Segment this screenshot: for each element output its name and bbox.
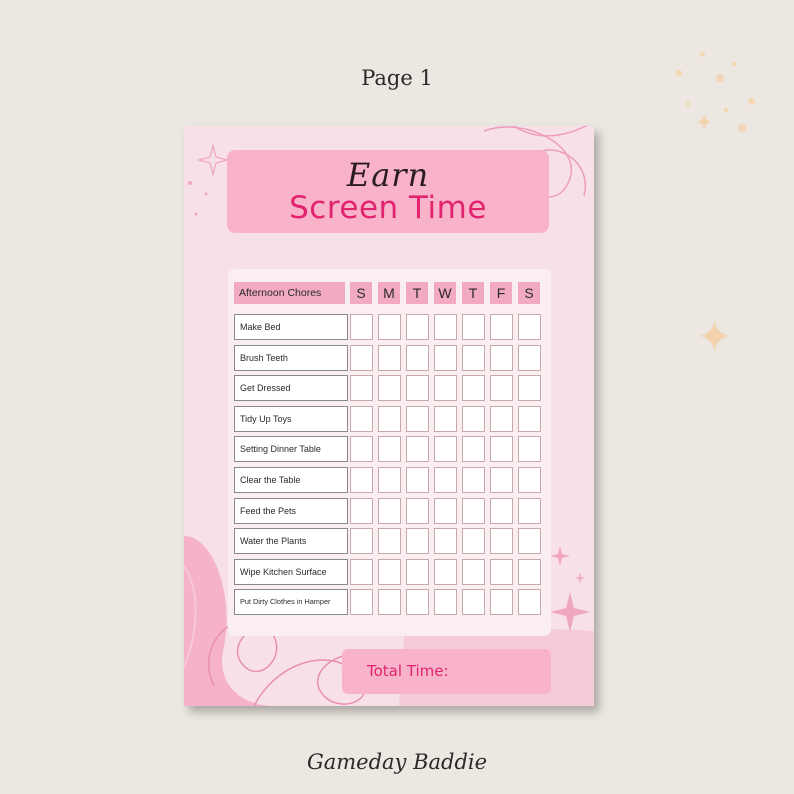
day-header: T bbox=[406, 282, 428, 304]
chore-label: Wipe Kitchen Surface bbox=[234, 559, 348, 585]
chore-row bbox=[234, 406, 548, 432]
checkbox-cell[interactable] bbox=[378, 589, 401, 615]
total-time-label: Total Time: bbox=[367, 662, 449, 680]
chore-row bbox=[234, 375, 548, 401]
checkbox-cell[interactable] bbox=[434, 345, 457, 371]
checkbox-cell[interactable] bbox=[462, 314, 485, 340]
checkbox-cell[interactable] bbox=[490, 467, 513, 493]
chore-label: Tidy Up Toys bbox=[234, 406, 348, 432]
checkbox-cell[interactable] bbox=[490, 345, 513, 371]
checkbox-cell[interactable] bbox=[406, 528, 429, 554]
checkbox-cell[interactable] bbox=[490, 498, 513, 524]
checkbox-cell[interactable] bbox=[406, 498, 429, 524]
chore-row bbox=[234, 314, 548, 340]
checkbox-cell[interactable] bbox=[518, 559, 541, 585]
checkbox-cell[interactable] bbox=[406, 375, 429, 401]
checkbox-cell[interactable] bbox=[490, 406, 513, 432]
checkbox-cell[interactable] bbox=[462, 589, 485, 615]
checkbox-cell[interactable] bbox=[350, 589, 373, 615]
checkbox-cell[interactable] bbox=[434, 314, 457, 340]
checkbox-cell[interactable] bbox=[518, 498, 541, 524]
checkbox-cell[interactable] bbox=[434, 528, 457, 554]
checkbox-cell[interactable] bbox=[406, 436, 429, 462]
day-header: M bbox=[378, 282, 400, 304]
day-header: S bbox=[350, 282, 372, 304]
checkbox-cell[interactable] bbox=[462, 467, 485, 493]
sparkle-dot bbox=[748, 98, 755, 105]
chore-chart-sheet bbox=[184, 126, 594, 706]
checkbox-cell[interactable] bbox=[462, 436, 485, 462]
checkbox-cell[interactable] bbox=[518, 528, 541, 554]
checkbox-cell[interactable] bbox=[406, 467, 429, 493]
checkbox-cell[interactable] bbox=[406, 345, 429, 371]
checkbox-cell[interactable] bbox=[350, 406, 373, 432]
day-header: S bbox=[518, 282, 540, 304]
checkbox-cell[interactable] bbox=[490, 436, 513, 462]
checkbox-cell[interactable] bbox=[434, 589, 457, 615]
checkbox-cell[interactable] bbox=[434, 375, 457, 401]
brand-name: Gameday Baddie bbox=[306, 750, 488, 774]
checkbox-cell[interactable] bbox=[378, 345, 401, 371]
sparkle-dot bbox=[686, 102, 690, 106]
checkbox-cell[interactable] bbox=[490, 559, 513, 585]
checkbox-cell[interactable] bbox=[350, 498, 373, 524]
chore-label: Brush Teeth bbox=[234, 345, 348, 371]
checkbox-cell[interactable] bbox=[518, 406, 541, 432]
sparkle-dot bbox=[738, 124, 746, 132]
checkbox-cell[interactable] bbox=[462, 375, 485, 401]
checkbox-cell[interactable] bbox=[490, 589, 513, 615]
page-title: Screen Time bbox=[289, 190, 487, 226]
chore-chart bbox=[228, 269, 551, 636]
sparkle-icon: ✦ bbox=[696, 313, 733, 362]
checkbox-cell[interactable] bbox=[378, 375, 401, 401]
chores-column-header: Afternoon Chores bbox=[234, 282, 345, 304]
checkbox-cell[interactable] bbox=[490, 314, 513, 340]
chore-row bbox=[234, 559, 548, 585]
checkbox-cell[interactable] bbox=[434, 406, 457, 432]
page-label: Page 1 bbox=[361, 66, 433, 90]
checkbox-cell[interactable] bbox=[518, 467, 541, 493]
checkbox-cell[interactable] bbox=[462, 345, 485, 371]
checkbox-cell[interactable] bbox=[434, 436, 457, 462]
checkbox-cell[interactable] bbox=[406, 559, 429, 585]
day-header: W bbox=[434, 282, 456, 304]
checkbox-cell[interactable] bbox=[462, 528, 485, 554]
total-time-box bbox=[342, 649, 551, 694]
checkbox-cell[interactable] bbox=[462, 559, 485, 585]
checkbox-cell[interactable] bbox=[378, 406, 401, 432]
sparkle-dot bbox=[716, 74, 724, 82]
checkbox-cell[interactable] bbox=[350, 467, 373, 493]
chore-label: Get Dressed bbox=[234, 375, 348, 401]
chore-label: Setting Dinner Table bbox=[234, 436, 348, 462]
chore-row bbox=[234, 467, 548, 493]
checkbox-cell[interactable] bbox=[434, 498, 457, 524]
checkbox-cell[interactable] bbox=[350, 436, 373, 462]
chore-label: Clear the Table bbox=[234, 467, 348, 493]
checkbox-cell[interactable] bbox=[490, 375, 513, 401]
checkbox-cell[interactable] bbox=[350, 528, 373, 554]
sparkle-dot bbox=[700, 52, 705, 57]
chore-row bbox=[234, 528, 548, 554]
day-header: T bbox=[462, 282, 484, 304]
day-header: F bbox=[490, 282, 512, 304]
title-script: Earn bbox=[346, 156, 430, 194]
checkbox-cell[interactable] bbox=[350, 375, 373, 401]
checkbox-cell[interactable] bbox=[350, 314, 373, 340]
checkbox-cell[interactable] bbox=[406, 406, 429, 432]
checkbox-cell[interactable] bbox=[350, 559, 373, 585]
checkbox-cell[interactable] bbox=[406, 589, 429, 615]
sparkle-dot bbox=[676, 70, 682, 76]
checkbox-cell[interactable] bbox=[518, 345, 541, 371]
chore-label: Water the Plants bbox=[234, 528, 348, 554]
chore-row bbox=[234, 498, 548, 524]
checkbox-cell[interactable] bbox=[518, 436, 541, 462]
checkbox-cell[interactable] bbox=[378, 436, 401, 462]
checkbox-cell[interactable] bbox=[490, 528, 513, 554]
checkbox-cell[interactable] bbox=[518, 314, 541, 340]
checkbox-cell[interactable] bbox=[378, 528, 401, 554]
checkbox-cell[interactable] bbox=[378, 314, 401, 340]
sparkle-dot bbox=[732, 62, 736, 66]
checkbox-cell[interactable] bbox=[434, 559, 457, 585]
chore-label: Make Bed bbox=[234, 314, 348, 340]
chore-row bbox=[234, 345, 548, 371]
checkbox-cell[interactable] bbox=[462, 498, 485, 524]
checkbox-cell[interactable] bbox=[378, 559, 401, 585]
checkbox-cell[interactable] bbox=[350, 345, 373, 371]
checkbox-cell[interactable] bbox=[518, 589, 541, 615]
checkbox-cell[interactable] bbox=[518, 375, 541, 401]
checkbox-cell[interactable] bbox=[378, 467, 401, 493]
checkbox-cell[interactable] bbox=[462, 406, 485, 432]
chore-label: Feed the Pets bbox=[234, 498, 348, 524]
chore-row bbox=[234, 589, 548, 615]
chore-row bbox=[234, 436, 548, 462]
checkbox-cell[interactable] bbox=[378, 498, 401, 524]
chore-label: Put Dirty Clothes in Hamper bbox=[234, 589, 348, 615]
sparkle-icon: ✦ bbox=[695, 110, 714, 135]
checkbox-cell[interactable] bbox=[406, 314, 429, 340]
checkbox-cell[interactable] bbox=[434, 467, 457, 493]
title-banner bbox=[227, 150, 549, 233]
sparkle-dot bbox=[724, 108, 728, 112]
